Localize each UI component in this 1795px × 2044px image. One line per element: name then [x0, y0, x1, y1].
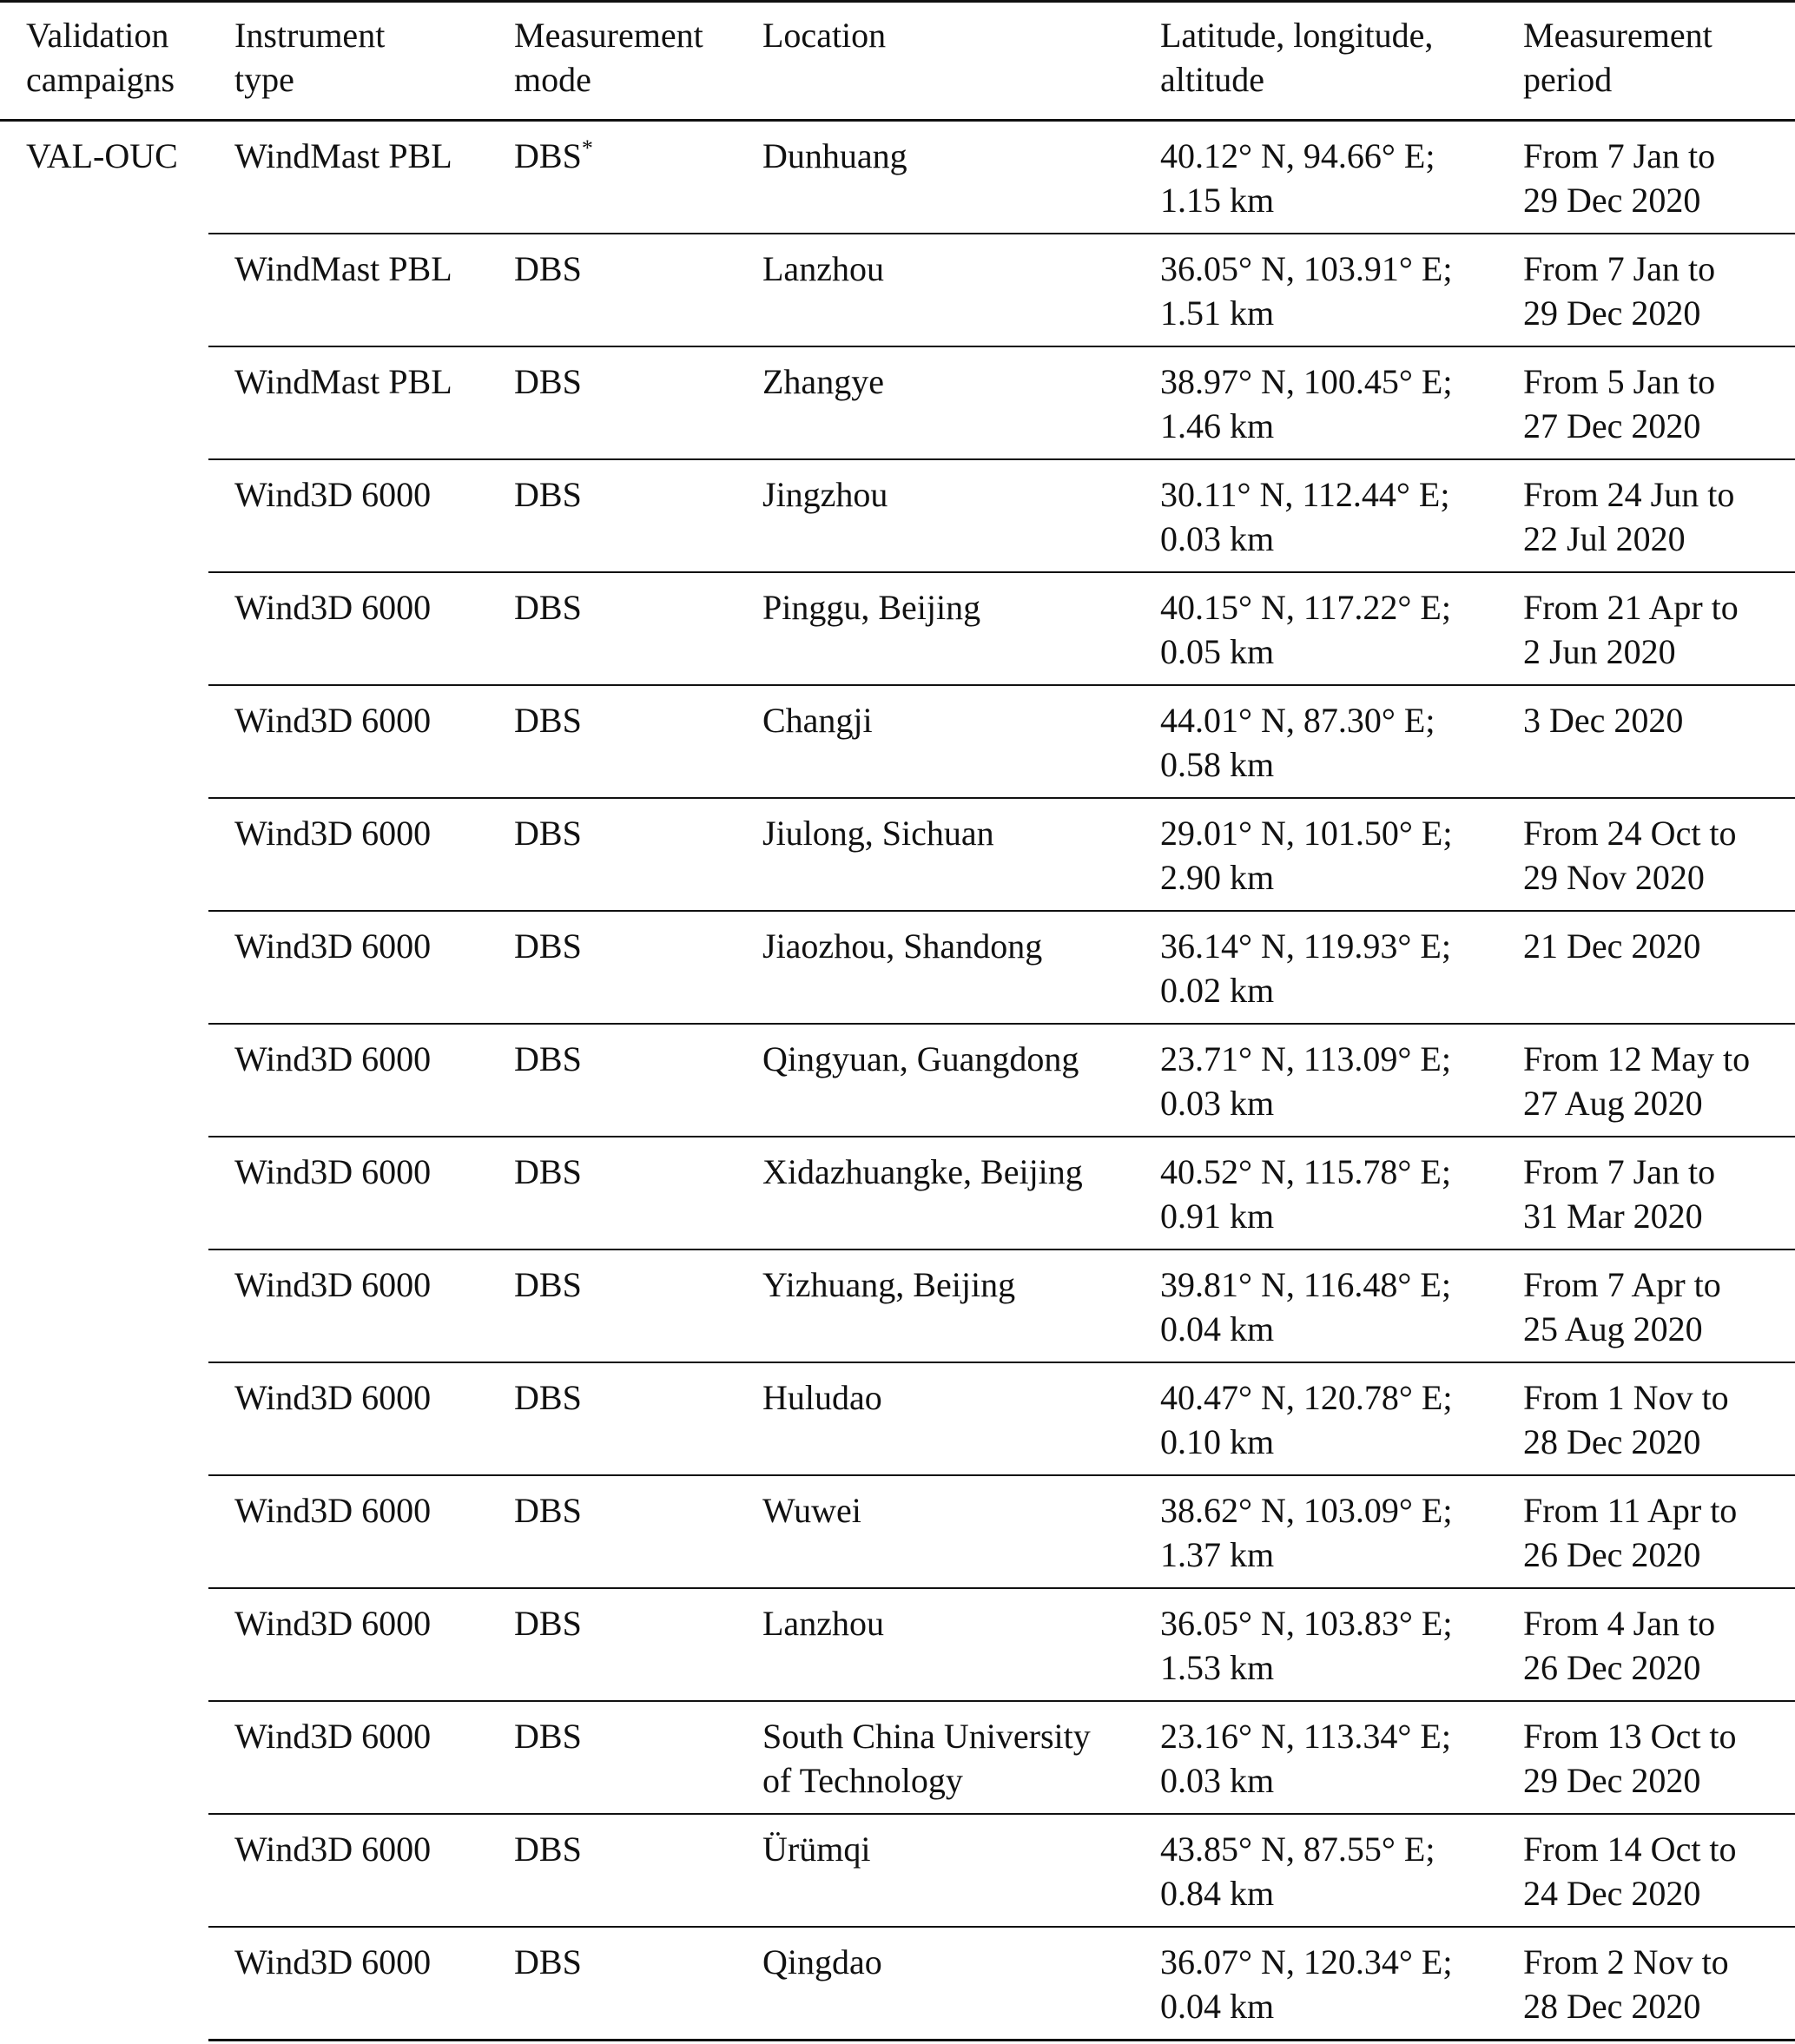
location-cell [736, 346, 1134, 459]
header-instrument-type [208, 2, 488, 121]
measurement-mode: DBS [514, 1152, 582, 1191]
period-text-line: 27 Aug 2020 [1523, 1084, 1703, 1123]
measurement-mode: DBS [514, 1265, 582, 1304]
header-text-line: Measurement [1523, 16, 1713, 55]
measurement-mode: DBS [514, 475, 582, 514]
instrument-cell [208, 572, 488, 685]
coords-cell [1134, 798, 1497, 911]
instrument-type: WindMast PBL [234, 136, 452, 175]
period-text-line: From 24 Oct to [1523, 814, 1737, 853]
coords-cell [1134, 1249, 1497, 1362]
instrument-cell [208, 1814, 488, 1927]
period-text-line: 2 Jun 2020 [1523, 632, 1676, 671]
location-text-line: Yizhuang, Beijing [762, 1265, 1016, 1304]
measurement-mode: DBS [514, 1604, 582, 1643]
location-text-line: Qingyuan, Guangdong [762, 1039, 1079, 1078]
coords-cell [1134, 1588, 1497, 1701]
measurement-mode: DBS [514, 1491, 582, 1530]
table-row [0, 1701, 1795, 1814]
table-row [0, 1362, 1795, 1475]
location-text-line: Lanzhou [762, 249, 884, 288]
period-cell [1497, 1927, 1795, 2041]
location-cell [736, 798, 1134, 911]
coords-cell [1134, 1362, 1497, 1475]
location-cell [736, 1249, 1134, 1362]
measurement-mode: DBS [514, 1942, 582, 1981]
coords-text-line: 0.02 km [1160, 971, 1275, 1010]
coords-text-line: 0.91 km [1160, 1197, 1275, 1236]
coords-text-line: 40.15° N, 117.22° E; [1160, 588, 1451, 627]
instrument-type: Wind3D 6000 [234, 814, 432, 853]
period-text-line: From 21 Apr to [1523, 588, 1739, 627]
location-text-line: Huludao [762, 1378, 882, 1417]
coords-text-line: 38.97° N, 100.45° E; [1160, 362, 1453, 401]
location-cell [736, 1475, 1134, 1588]
location-text-line: Xidazhuangke, Beijing [762, 1152, 1083, 1191]
instrument-cell [208, 121, 488, 234]
period-text-line: From 7 Jan to [1523, 1152, 1716, 1191]
table-row [0, 1475, 1795, 1588]
location-cell [736, 121, 1134, 234]
measurement-mode: DBS [514, 249, 582, 288]
table-row [0, 1814, 1795, 1927]
period-cell [1497, 572, 1795, 685]
coords-text-line: 36.14° N, 119.93° E; [1160, 926, 1451, 966]
coords-text-line: 36.07° N, 120.34° E; [1160, 1942, 1453, 1981]
coords-text-line: 0.03 km [1160, 1084, 1275, 1123]
coords-text-line: 40.12° N, 94.66° E; [1160, 136, 1435, 175]
instrument-type: Wind3D 6000 [234, 1717, 432, 1756]
location-cell [736, 1927, 1134, 2041]
period-cell [1497, 1137, 1795, 1249]
coords-text-line: 0.05 km [1160, 632, 1275, 671]
period-text-line: From 13 Oct to [1523, 1717, 1737, 1756]
table-row [0, 1024, 1795, 1137]
location-text-line: Jiulong, Sichuan [762, 814, 994, 853]
mode-cell [488, 1588, 736, 1701]
table-header [0, 2, 1795, 121]
measurement-mode: DBS [514, 1830, 582, 1869]
mode-cell [488, 1814, 736, 1927]
table-row [0, 1249, 1795, 1362]
instrument-type: Wind3D 6000 [234, 926, 432, 966]
period-cell [1497, 1024, 1795, 1137]
period-text-line: 3 Dec 2020 [1523, 701, 1684, 740]
header-text-line: type [234, 60, 294, 99]
period-text-line: From 1 Nov to [1523, 1378, 1729, 1417]
table-row [0, 1588, 1795, 1701]
mode-cell [488, 346, 736, 459]
header-text-line: Validation [26, 16, 169, 55]
header-measurement-mode [488, 2, 736, 121]
table-row [0, 572, 1795, 685]
instrument-cell [208, 1588, 488, 1701]
instrument-type: Wind3D 6000 [234, 1378, 432, 1417]
instrument-type: Wind3D 6000 [234, 1942, 432, 1981]
mode-cell [488, 121, 736, 234]
mode-cell [488, 1362, 736, 1475]
location-text-line: South China University [762, 1717, 1091, 1756]
coords-text-line: 1.37 km [1160, 1535, 1275, 1574]
coords-cell [1134, 121, 1497, 234]
instrument-cell [208, 1927, 488, 2041]
period-text-line: 27 Dec 2020 [1523, 406, 1701, 445]
coords-text-line: 0.84 km [1160, 1874, 1275, 1913]
coords-text-line: 36.05° N, 103.91° E; [1160, 249, 1453, 288]
measurement-mode: DBS [514, 1378, 582, 1417]
location-cell [736, 1362, 1134, 1475]
instrument-type: Wind3D 6000 [234, 1830, 432, 1869]
table-row [0, 1137, 1795, 1249]
location-text-line: Dunhuang [762, 136, 907, 175]
mode-cell [488, 1927, 736, 2041]
coords-text-line: 39.81° N, 116.48° E; [1160, 1265, 1451, 1304]
measurement-mode: DBS [514, 926, 582, 966]
coords-text-line: 0.04 km [1160, 1309, 1275, 1348]
instrument-cell [208, 798, 488, 911]
location-cell [736, 459, 1134, 572]
instrument-type: WindMast PBL [234, 249, 452, 288]
campaign-cell [0, 121, 208, 2041]
period-text-line: 21 Dec 2020 [1523, 926, 1701, 966]
location-text-line: Lanzhou [762, 1604, 884, 1643]
location-cell [736, 911, 1134, 1024]
coords-cell [1134, 346, 1497, 459]
coords-text-line: 23.71° N, 113.09° E; [1160, 1039, 1451, 1078]
period-text-line: 26 Dec 2020 [1523, 1648, 1701, 1687]
period-text-line: 25 Aug 2020 [1523, 1309, 1703, 1348]
coords-text-line: 0.58 km [1160, 745, 1275, 784]
header-text-line: Instrument [234, 16, 386, 55]
period-text-line: From 2 Nov to [1523, 1942, 1729, 1981]
instrument-cell [208, 234, 488, 346]
instrument-type: Wind3D 6000 [234, 701, 432, 740]
measurement-mode: DBS [514, 701, 582, 740]
coords-text-line: 0.04 km [1160, 1987, 1275, 2026]
mode-cell [488, 1024, 736, 1137]
period-text-line: From 5 Jan to [1523, 362, 1716, 401]
coords-text-line: 40.47° N, 120.78° E; [1160, 1378, 1453, 1417]
period-text-line: 29 Dec 2020 [1523, 181, 1701, 220]
table-row [0, 234, 1795, 346]
table-row [0, 346, 1795, 459]
coords-text-line: 1.15 km [1160, 181, 1275, 220]
period-text-line: From 14 Oct to [1523, 1830, 1737, 1869]
location-cell [736, 1024, 1134, 1137]
coords-text-line: 23.16° N, 113.34° E; [1160, 1717, 1451, 1756]
location-text-line: of Technology [762, 1761, 963, 1800]
coords-text-line: 1.51 km [1160, 293, 1275, 333]
measurement-mode: DBS [514, 136, 582, 175]
location-text-line: Jingzhou [762, 475, 888, 514]
table-row [0, 798, 1795, 911]
header-text-line: Latitude, longitude, [1160, 16, 1434, 55]
coords-text-line: 36.05° N, 103.83° E; [1160, 1604, 1453, 1643]
period-text-line: 28 Dec 2020 [1523, 1987, 1701, 2026]
instrument-cell [208, 1701, 488, 1814]
period-cell [1497, 1814, 1795, 1927]
period-cell [1497, 1475, 1795, 1588]
mode-cell [488, 1137, 736, 1249]
period-cell [1497, 121, 1795, 234]
period-cell [1497, 1249, 1795, 1362]
coords-cell [1134, 685, 1497, 798]
period-cell [1497, 685, 1795, 798]
instrument-cell [208, 1475, 488, 1588]
header-measurement-period [1497, 2, 1795, 121]
location-text-line: Wuwei [762, 1491, 861, 1530]
coords-cell [1134, 911, 1497, 1024]
period-text-line: 26 Dec 2020 [1523, 1535, 1701, 1574]
measurement-mode: DBS [514, 362, 582, 401]
table-row [0, 459, 1795, 572]
instrument-type: Wind3D 6000 [234, 1491, 432, 1530]
period-cell [1497, 1701, 1795, 1814]
coords-cell [1134, 459, 1497, 572]
mode-cell [488, 572, 736, 685]
period-text-line: From 11 Apr to [1523, 1491, 1738, 1530]
coords-cell [1134, 1701, 1497, 1814]
header-row [0, 2, 1795, 121]
mode-cell [488, 1475, 736, 1588]
table-row [0, 685, 1795, 798]
coords-text-line: 1.46 km [1160, 406, 1275, 445]
mode-cell [488, 798, 736, 911]
period-cell [1497, 459, 1795, 572]
mode-cell [488, 459, 736, 572]
location-cell [736, 234, 1134, 346]
footnote-mark: * [581, 135, 593, 161]
location-text-line: Changji [762, 701, 873, 740]
table-row [0, 1927, 1795, 2041]
header-text-line: Measurement [514, 16, 703, 55]
mode-cell [488, 685, 736, 798]
instrument-cell [208, 685, 488, 798]
header-text-line: mode [514, 60, 591, 99]
header-text-line: campaigns [26, 60, 175, 99]
period-text-line: 22 Jul 2020 [1523, 519, 1686, 558]
instrument-type: Wind3D 6000 [234, 588, 432, 627]
mode-cell [488, 911, 736, 1024]
header-lat-lon-alt [1134, 2, 1497, 121]
header-validation-campaigns [0, 2, 208, 121]
period-text-line: From 7 Apr to [1523, 1265, 1721, 1304]
period-cell [1497, 346, 1795, 459]
period-cell [1497, 234, 1795, 346]
location-cell [736, 1588, 1134, 1701]
coords-cell [1134, 234, 1497, 346]
instrument-type: Wind3D 6000 [234, 1604, 432, 1643]
period-cell [1497, 1362, 1795, 1475]
mode-cell [488, 1249, 736, 1362]
coords-cell [1134, 1475, 1497, 1588]
period-text-line: 29 Nov 2020 [1523, 858, 1705, 897]
coords-cell [1134, 1927, 1497, 2041]
measurement-mode: DBS [514, 588, 582, 627]
coords-cell [1134, 572, 1497, 685]
mode-cell [488, 1701, 736, 1814]
coords-text-line: 29.01° N, 101.50° E; [1160, 814, 1453, 853]
location-cell [736, 1814, 1134, 1927]
measurement-mode: DBS [514, 1039, 582, 1078]
coords-cell [1134, 1814, 1497, 1927]
location-text-line: Qingdao [762, 1942, 882, 1981]
instrument-type: Wind3D 6000 [234, 1265, 432, 1304]
period-text-line: 29 Dec 2020 [1523, 1761, 1701, 1800]
period-text-line: From 7 Jan to [1523, 136, 1716, 175]
period-text-line: From 7 Jan to [1523, 249, 1716, 288]
table-row [0, 911, 1795, 1024]
table-body [0, 121, 1795, 2041]
instrument-cell [208, 1249, 488, 1362]
coords-text-line: 0.10 km [1160, 1422, 1275, 1461]
coords-text-line: 0.03 km [1160, 519, 1275, 558]
instrument-cell [208, 459, 488, 572]
location-text-line: Pinggu, Beijing [762, 588, 981, 627]
coords-text-line: 1.53 km [1160, 1648, 1275, 1687]
period-text-line: 24 Dec 2020 [1523, 1874, 1701, 1913]
location-text-line: Zhangye [762, 362, 884, 401]
measurement-mode: DBS [514, 1717, 582, 1756]
period-text-line: From 4 Jan to [1523, 1604, 1716, 1643]
coords-text-line: 38.62° N, 103.09° E; [1160, 1491, 1453, 1530]
location-cell [736, 1701, 1134, 1814]
header-location [736, 2, 1134, 121]
period-text-line: 31 Mar 2020 [1523, 1197, 1703, 1236]
coords-text-line: 43.85° N, 87.55° E; [1160, 1830, 1435, 1869]
period-cell [1497, 1588, 1795, 1701]
instrument-type: Wind3D 6000 [234, 1152, 432, 1191]
instrument-cell [208, 911, 488, 1024]
header-text-line: Location [762, 16, 887, 55]
instrument-cell [208, 1137, 488, 1249]
period-text-line: From 24 Jun to [1523, 475, 1735, 514]
coords-text-line: 2.90 km [1160, 858, 1275, 897]
location-cell [736, 1137, 1134, 1249]
measurement-mode: DBS [514, 814, 582, 853]
instrument-cell [208, 346, 488, 459]
coords-cell [1134, 1137, 1497, 1249]
period-text-line: 29 Dec 2020 [1523, 293, 1701, 333]
coords-text-line: 30.11° N, 112.44° E; [1160, 475, 1450, 514]
instrument-type: WindMast PBL [234, 362, 452, 401]
campaign-name: VAL-OUC [26, 136, 178, 175]
location-cell [736, 572, 1134, 685]
instrument-type: Wind3D 6000 [234, 1039, 432, 1078]
coords-cell [1134, 1024, 1497, 1137]
location-text-line: Jiaozhou, Shandong [762, 926, 1043, 966]
instrument-cell [208, 1024, 488, 1137]
period-cell [1497, 911, 1795, 1024]
period-text-line: From 12 May to [1523, 1039, 1751, 1078]
location-text-line: Ürümqi [762, 1830, 871, 1869]
coords-text-line: 40.52° N, 115.78° E; [1160, 1152, 1451, 1191]
header-text-line: period [1523, 60, 1613, 99]
table-row [0, 121, 1795, 234]
header-text-line: altitude [1160, 60, 1264, 99]
period-text-line: 28 Dec 2020 [1523, 1422, 1701, 1461]
mode-cell [488, 234, 736, 346]
coords-text-line: 44.01° N, 87.30° E; [1160, 701, 1435, 740]
instrument-cell [208, 1362, 488, 1475]
instrument-type: Wind3D 6000 [234, 475, 432, 514]
period-cell [1497, 798, 1795, 911]
coords-text-line: 0.03 km [1160, 1761, 1275, 1800]
location-cell [736, 685, 1134, 798]
